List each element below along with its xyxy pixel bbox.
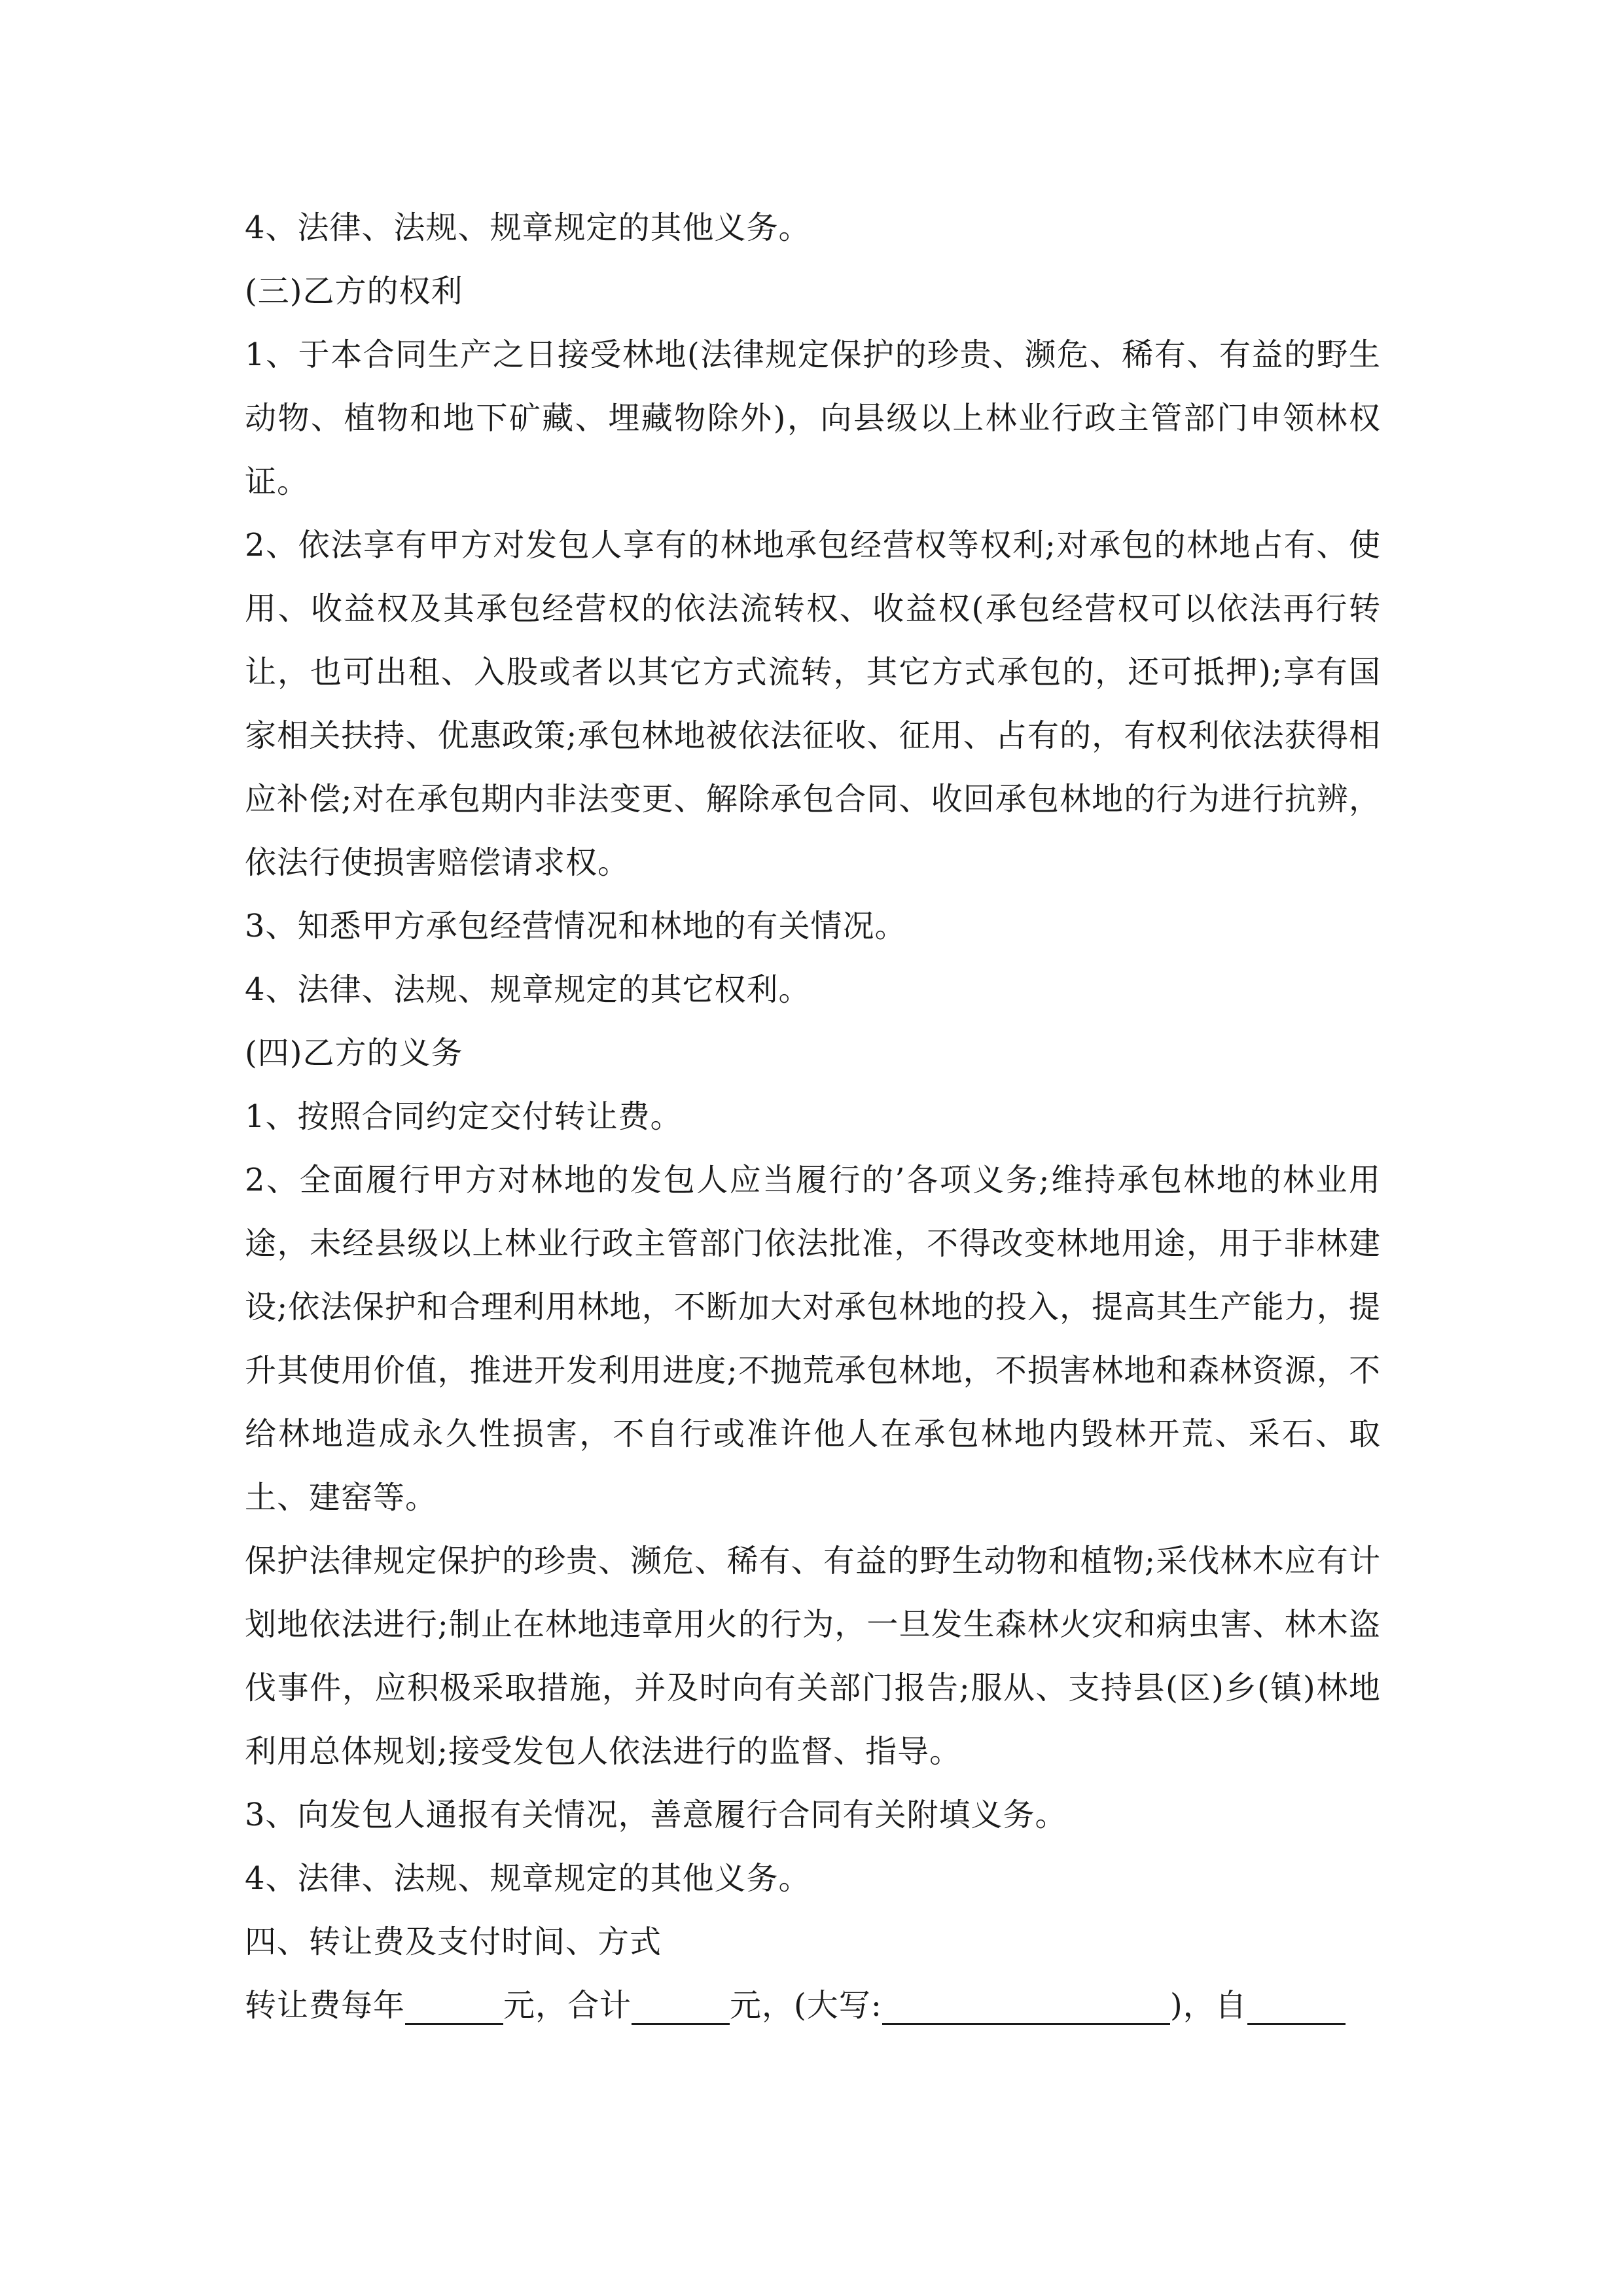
blank-start-date[interactable] bbox=[1247, 1984, 1346, 2025]
blank-total-fee[interactable] bbox=[632, 1984, 730, 2025]
paragraph-rights-1: 1、于本合同生产之日接受林地(法律规定保护的珍贵、濒危、稀有、有益的野生动物、植物和地下矿藏、埋藏物除外)，向县级以上林业行政主管部门申领林权证。 bbox=[245, 336, 1381, 500]
paragraph-rights-3: 3、知悉甲方承包经营情况和林地的有关情况。 bbox=[245, 908, 907, 944]
paragraph-protection: 保护法律规定保护的珍贵、濒危、稀有、有益的野生动物和植物;采伐林木应有计划地依法进行;制止在林地违章用火的行为，一旦发生森林火灾和病虫害、林木盗伐事件，应积极采取措施，并及时向有关部门报告;服从、支持县(区)乡(镇)林地利用总体规划;接受发包人依法进行的监督、指导。 bbox=[245, 1543, 1381, 1770]
paragraph-other-obligations-b: 4、法律、法规、规章规定的其他义务。 bbox=[245, 1860, 811, 1897]
paragraph-other-obligations-a: 4、法律、法规、规章规定的其他义务。 bbox=[245, 209, 811, 246]
fee-line-text-annual: 转让费每年 bbox=[245, 1987, 406, 2024]
fee-line bbox=[245, 1974, 1381, 2037]
paragraph-rights-4: 4、法律、法规、规章规定的其它权利。 bbox=[245, 971, 811, 1008]
heading-party-b-rights: (三)乙方的权利 bbox=[245, 273, 463, 310]
blank-annual-fee[interactable] bbox=[405, 1984, 503, 2025]
document-body bbox=[245, 196, 1381, 2037]
fee-line-text-total: 元，合计 bbox=[503, 1987, 632, 2024]
heading-transfer-fee: 四、转让费及支付时间、方式 bbox=[245, 1924, 662, 1960]
heading-party-b-obligations: (四)乙方的义务 bbox=[245, 1035, 463, 1071]
fee-line-text-from: )，自 bbox=[1169, 1987, 1247, 2024]
paragraph-obligations-2: 2、全面履行甲方对林地的发包人应当履行的’各项义务;维持承包林地的林业用途，未经县级以上林业行政主管部门依法批准，不得改变林地用途，用于非林建设;依法保护和合理利用林地，不断加大对承包林地的投入，提高其生产能力，提升其使用价值，推进开发利用进度;不抛荒承包林地，不损害林地和森林资源，不给林地造成永久性损害，不自行或准许他人在承包林地内毁林开荒、采石、取土、建窑等。 bbox=[245, 1162, 1381, 1516]
blank-amount-in-words[interactable] bbox=[882, 1984, 1170, 2025]
fee-line-text-capital: 元，(大写: bbox=[730, 1987, 882, 2024]
paragraph-obligations-3: 3、向发包人通报有关情况，善意履行合同有关附填义务。 bbox=[245, 1797, 1067, 1833]
paragraph-rights-2: 2、依法享有甲方对发包人享有的林地承包经营权等权利;对承包的林地占有、使用、收益权及其承包经营权的依法流转权、收益权(承包经营权可以依法再行转让，也可出租、入股或者以其它方式流转，其它方式承包的，还可抵押);享有国家相关扶持、优惠政策;承包林地被依法征收、征用、占有的，有权利依法获得相应补偿;对在承包期内非法变更、解除承包合同、收回承包林地的行为进行抗辨，依法行使损害赔偿请求权。 bbox=[245, 527, 1381, 881]
paragraph-obligations-1: 1、按照合同约定交付转让费。 bbox=[245, 1098, 683, 1135]
